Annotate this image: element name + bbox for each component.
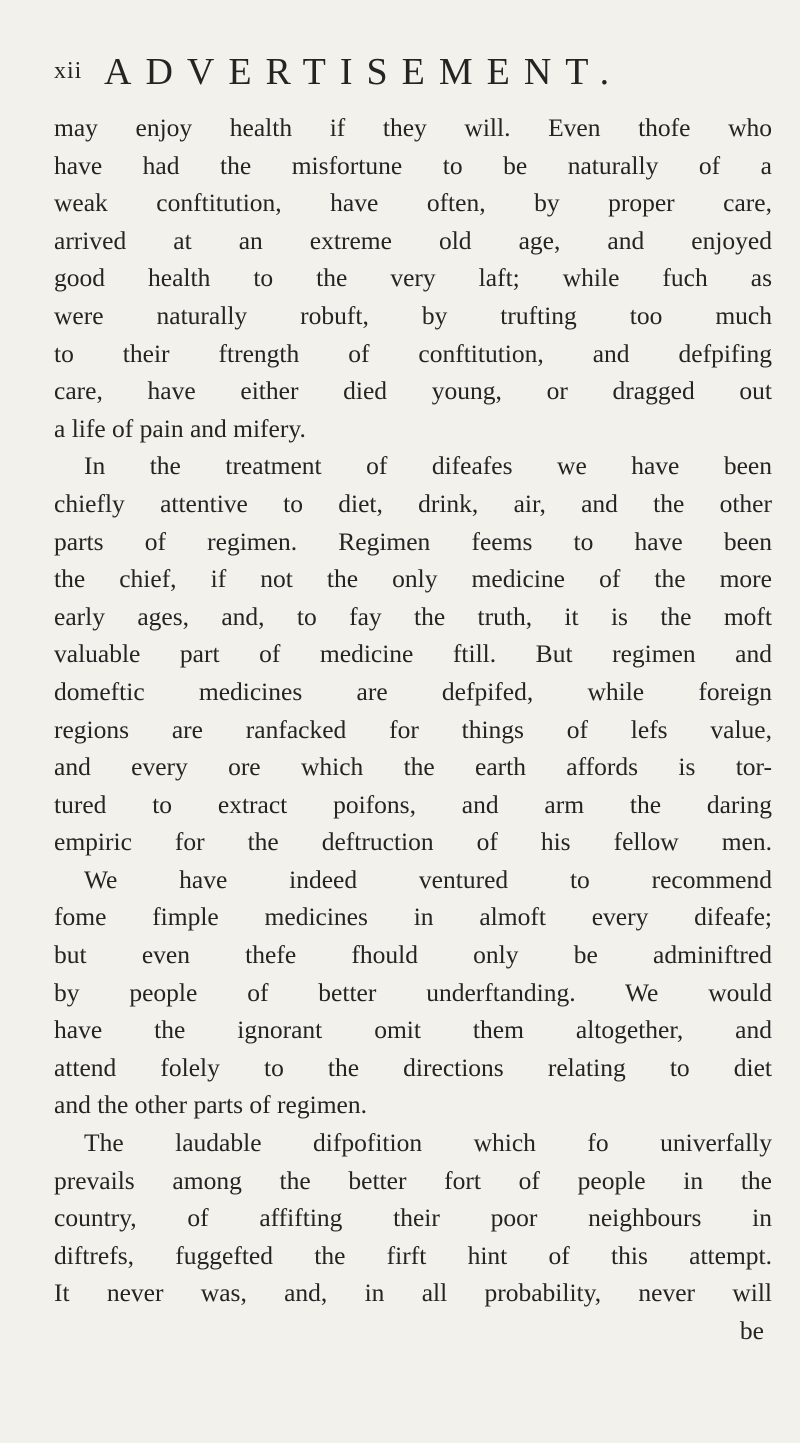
- page-title: ADVERTISEMENT.: [104, 51, 624, 93]
- text-line: In the treatment of difeafes we have been: [84, 451, 772, 481]
- text-line: fome fimple medicines in almoft every difeafe;: [54, 902, 772, 932]
- text-line: but even thefe fhould only be adminiftred: [54, 940, 772, 970]
- text-line: valuable part of medicine ftill. But regimen and: [54, 639, 772, 669]
- text-line: a life of pain and mifery.: [54, 413, 306, 443]
- text-line: parts of regimen. Regimen feems to have been: [54, 526, 772, 556]
- text-line: have had the misfortune to be naturally of a: [54, 150, 772, 180]
- text-line: early ages, and, to fay the truth, it is the moft: [54, 601, 772, 631]
- running-head: [54, 50, 774, 94]
- text-line: to their ftrength of conftitution, and defpifing: [54, 338, 772, 368]
- text-line: weak conftitution, have often, by proper care,: [54, 188, 772, 218]
- text-line: care, have either died young, or dragged out: [54, 376, 772, 406]
- text-line: prevails among the better fort of people in the: [54, 1165, 772, 1195]
- text-line: diftrefs, fuggefted the firft hint of this attempt.: [54, 1240, 772, 1270]
- text-line: regions are ranfacked for things of lefs value,: [54, 714, 772, 744]
- text-line: It never was, and, in all probability, never will: [54, 1278, 772, 1308]
- text-line: country, of affifting their poor neighbours in: [54, 1203, 772, 1233]
- text-line: were naturally robuft, by trufting too much: [54, 300, 772, 330]
- text-line: chiefly attentive to diet, drink, air, and the other: [54, 488, 772, 518]
- text-line: and the other parts of regimen.: [54, 1090, 367, 1120]
- text-line: The laudable difpofition which fo univerfally: [84, 1128, 772, 1158]
- catchword: be: [739, 1316, 764, 1345]
- text-line: domeftic medicines are defpifed, while foreign: [54, 676, 772, 706]
- text-line: arrived at an extreme old age, and enjoyed: [54, 225, 772, 255]
- text-line: tured to extract poifons, and arm the daring: [54, 789, 772, 819]
- text-line: may enjoy health if they will. Even thofe who: [54, 113, 772, 142]
- text-line: good health to the very laft; while fuch as: [54, 263, 772, 293]
- text-line: attend folely to the directions relating to diet: [54, 1052, 772, 1082]
- page-number: xii: [54, 58, 83, 84]
- body-text: [54, 109, 772, 1350]
- text-line: by people of better underftanding. We would: [54, 977, 772, 1007]
- text-line: We have indeed ventured to recommend: [84, 864, 772, 894]
- text-line: have the ignorant omit them altogether, and: [54, 1015, 772, 1045]
- text-line: empiric for the deftruction of his fellow men.: [54, 827, 772, 857]
- text-line: the chief, if not the only medicine of the more: [54, 564, 772, 594]
- text-line: and every ore which the earth affords is tor-: [54, 752, 772, 782]
